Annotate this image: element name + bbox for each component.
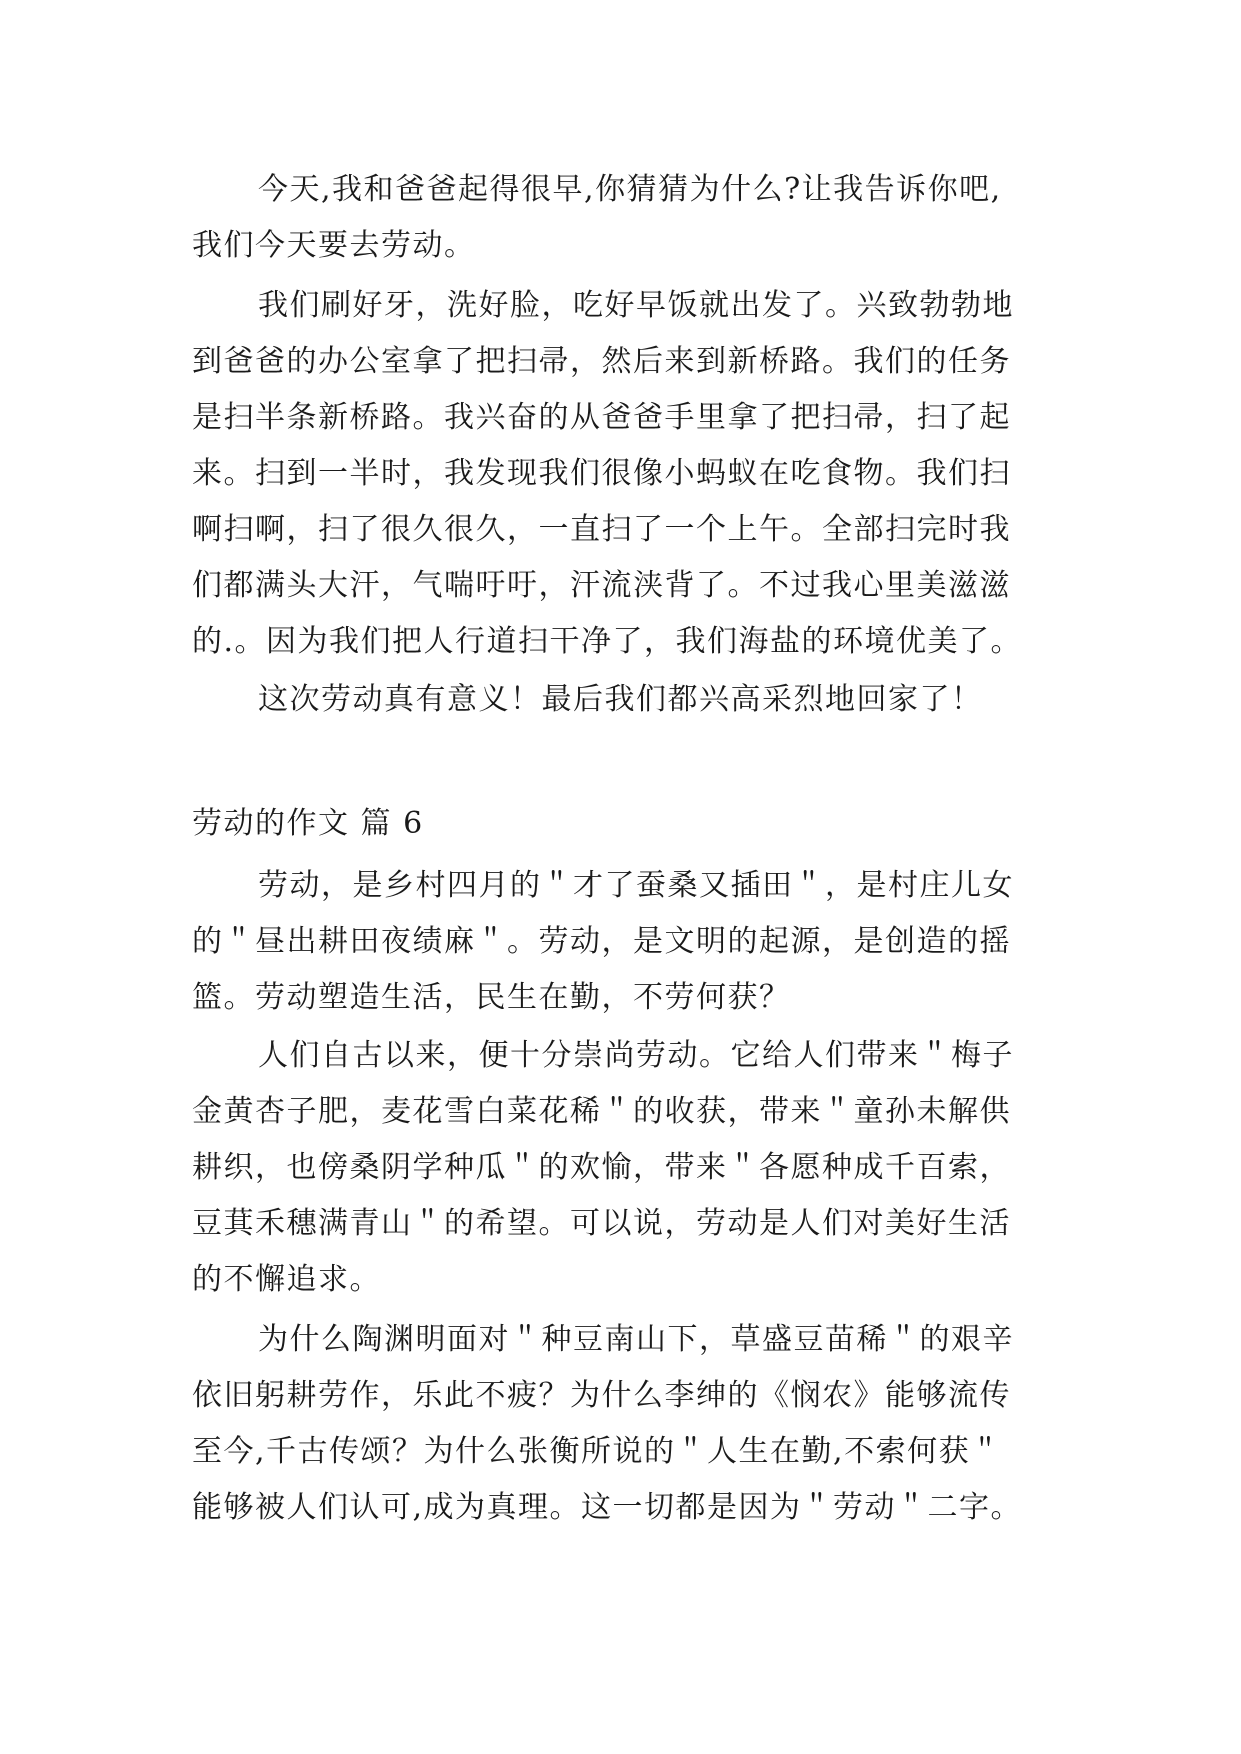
paragraph-line: 能够被人们认可,成为真理。这一切都是因为＂劳动＂二字。 <box>192 1490 1023 1525</box>
paragraph-line: 依旧躬耕劳作，乐此不疲？为什么李绅的《悯农》能够流传 <box>192 1378 1011 1413</box>
paragraph-line: 们都满头大汗，气喘吁吁，汗流浃背了。不过我心里美滋滋 <box>192 568 1011 603</box>
paragraph-line: 至今,千古传颂？为什么张衡所说的＂人生在勤,不索何获＂ <box>192 1434 1002 1469</box>
paragraph-line: 豆萁禾穗满青山＂的希望。可以说，劳动是人们对美好生活 <box>192 1206 1011 1241</box>
paragraph-line: 的不懈追求。 <box>192 1262 381 1297</box>
paragraph-line: 篮。劳动塑造生活，民生在勤，不劳何获？ <box>192 980 791 1015</box>
paragraph-line: 的.。因为我们把人行道扫干净了，我们海盐的环境优美了。 <box>192 624 1023 659</box>
paragraph-line: 我们刷好牙，洗好脸，吃好早饭就出发了。兴致勃勃地 <box>258 288 1014 323</box>
paragraph-line: 是扫半条新桥路。我兴奋的从爸爸手里拿了把扫帚，扫了起 <box>192 400 1011 435</box>
paragraph-line: 耕织，也傍桑阴学种瓜＂的欢愉，带来＂各愿种成千百索， <box>192 1150 1011 1185</box>
paragraph-line: 为什么陶渊明面对＂种豆南山下，草盛豆苗稀＂的艰辛 <box>258 1322 1014 1357</box>
paragraph-line: 这次劳动真有意义！最后我们都兴高采烈地回家了！ <box>258 682 983 717</box>
paragraph-line: 我们今天要去劳动。 <box>192 228 476 263</box>
section-heading: 劳动的作文 篇 6 <box>192 806 424 841</box>
paragraph-line: 啊扫啊，扫了很久很久，一直扫了一个上午。全部扫完时我 <box>192 512 1011 547</box>
paragraph-line: 今天,我和爸爸起得很早,你猜猜为什么?让我告诉你吧, <box>258 172 1002 207</box>
paragraph-line: 到爸爸的办公室拿了把扫帚，然后来到新桥路。我们的任务 <box>192 344 1011 379</box>
paragraph-line: 金黄杏子肥，麦花雪白菜花稀＂的收获，带来＂童孙未解供 <box>192 1094 1011 1129</box>
paragraph-line: 人们自古以来，便十分崇尚劳动。它给人们带来＂梅子 <box>258 1038 1014 1073</box>
paragraph-line: 来。扫到一半时，我发现我们很像小蚂蚁在吃食物。我们扫 <box>192 456 1011 491</box>
paragraph-line: 的＂昼出耕田夜绩麻＂。劳动，是文明的起源，是创造的摇 <box>192 924 1011 959</box>
paragraph-line: 劳动，是乡村四月的＂才了蚕桑又插田＂，是村庄儿女 <box>258 868 1014 903</box>
